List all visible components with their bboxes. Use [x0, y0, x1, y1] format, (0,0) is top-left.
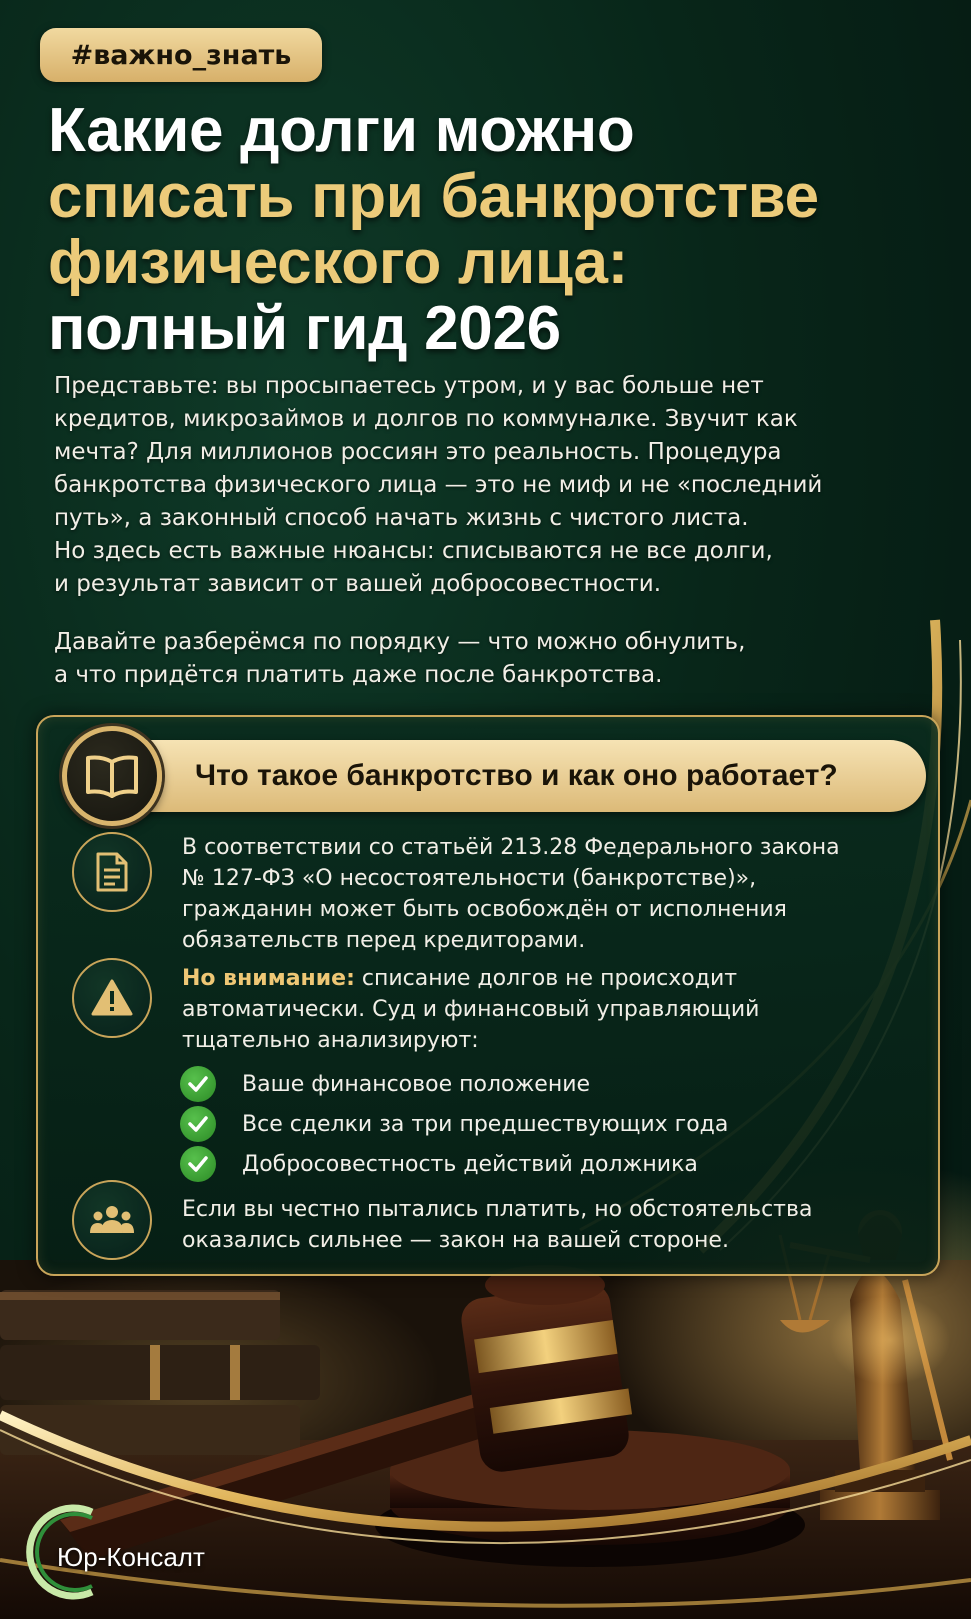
intro-line: Но здесь есть важные нюансы: списываются не все долги, [54, 538, 773, 564]
card-heading: Что такое банкротство и как оно работает? [120, 740, 926, 812]
open-book-icon [62, 726, 162, 826]
law-line: обязательств перед кредиторами. [182, 928, 586, 953]
intro-paragraph-1 [54, 370, 894, 601]
document-icon [72, 832, 152, 912]
warning-first-line [182, 963, 902, 994]
support-text [182, 1194, 902, 1256]
support-line: Если вы честно пытались платить, но обстоятельства [182, 1197, 813, 1222]
hashtag-badge: #важно_знать [40, 28, 322, 82]
law-line: В соответствии со статьёй 213.28 Федерального закона [182, 835, 840, 860]
books-decoration [0, 1290, 320, 1455]
title-line-1: Какие долги можно [48, 96, 635, 165]
intro-line: и результат зависит от вашей добросовестности. [54, 571, 662, 597]
company-logo-text: Юр-Консалт [57, 1542, 205, 1572]
list-item [180, 1104, 728, 1144]
criteria-checklist [180, 1064, 728, 1184]
check-circle-icon [180, 1146, 216, 1182]
warning-label: Но внимание: [182, 966, 355, 991]
list-item [180, 1144, 728, 1184]
support-line: оказались сильнее — закон на вашей стороне. [182, 1228, 729, 1253]
title-line-3: физического лица: [48, 228, 629, 297]
check-circle-icon [180, 1066, 216, 1102]
warning-rest: списание долгов не происходит [354, 966, 738, 991]
intro-line: кредитов, микрозаймов и долгов по коммуналке. Звучит как [54, 406, 798, 432]
list-item-label: Добросовестность действий должника [242, 1151, 698, 1177]
intro-line: Представьте: вы просыпаетесь утром, и у вас больше нет [54, 373, 764, 399]
law-text [182, 832, 902, 956]
people-group-icon [72, 1180, 152, 1260]
intro-line: мечта? Для миллионов россиян это реальность. Процедура [54, 439, 782, 465]
warning-triangle-icon [72, 958, 152, 1038]
list-item-label: Все сделки за три предшествующих года [242, 1111, 729, 1137]
warning-text [182, 963, 902, 1056]
intro-line: Давайте разберёмся по порядку — что можно обнулить, [54, 629, 746, 655]
warning-line: автоматически. Суд и финансовый управляющий [182, 997, 760, 1022]
check-circle-icon [180, 1106, 216, 1142]
list-item [180, 1064, 728, 1104]
law-line: гражданин может быть освобождён от исполнения [182, 897, 787, 922]
intro-paragraph-2 [54, 626, 894, 692]
title-line-2: списать при банкротстве [48, 162, 819, 231]
page-title [48, 98, 948, 362]
intro-line: а что придётся платить даже после банкротства. [54, 662, 663, 688]
law-line: № 127-ФЗ «О несостоятельности (банкротстве)», [182, 866, 757, 891]
intro-line: банкротства физического лица — это не миф и не «последний [54, 472, 823, 498]
intro-line: путь», а законный способ начать жизнь с чистого листа. [54, 505, 749, 531]
warning-line: тщательно анализируют: [182, 1028, 479, 1053]
list-item-label: Ваше финансовое положение [242, 1071, 591, 1097]
title-line-4: полный гид 2026 [48, 294, 561, 363]
